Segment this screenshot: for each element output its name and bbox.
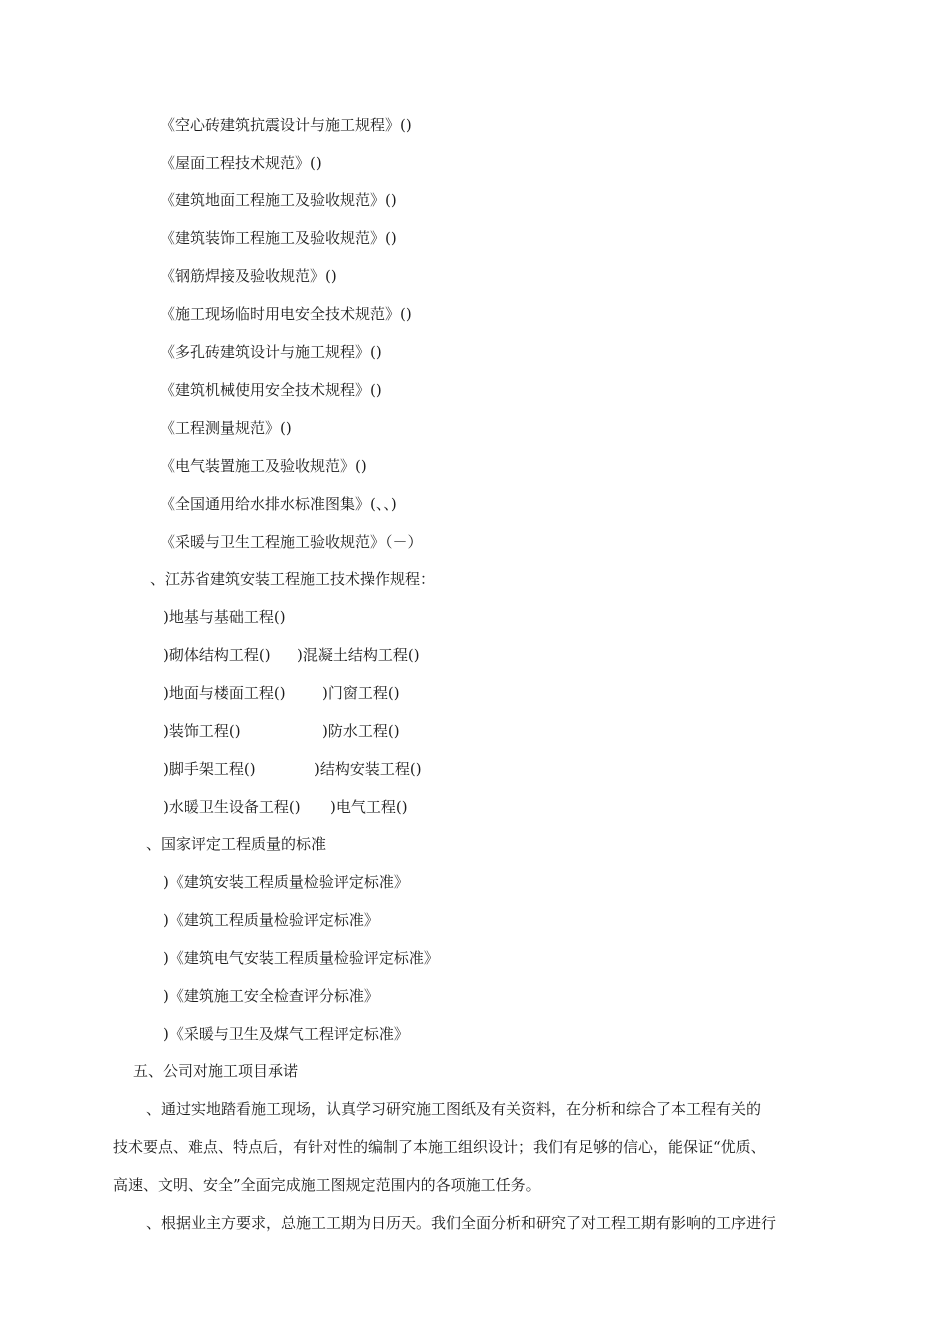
standard-item: 《建筑装饰工程施工及验收规范》() bbox=[160, 229, 397, 247]
procedure-item: )地基与基础工程() bbox=[163, 608, 286, 626]
procedure-item: )门窗工程() bbox=[322, 684, 400, 702]
standard-item: 《工程测量规范》() bbox=[160, 419, 292, 437]
section-five-heading: 五、公司对施工项目承诺 bbox=[133, 1062, 299, 1080]
standard-item: 《电气装置施工及验收规范》() bbox=[160, 457, 367, 475]
standard-item: 《多孔砖建筑设计与施工规程》() bbox=[160, 343, 382, 361]
standard-item: 《空心砖建筑抗震设计与施工规程》() bbox=[160, 116, 412, 134]
national-standard-item: )《建筑施工安全检查评分标准》 bbox=[163, 987, 379, 1005]
paragraph-two-line: 、根据业主方要求，总施工工期为日历天。我们全面分析和研究了对工程工期有影响的工序进行 bbox=[146, 1214, 777, 1232]
procedure-item: )装饰工程() bbox=[163, 722, 241, 740]
national-standard-item: )《建筑工程质量检验评定标准》 bbox=[163, 911, 379, 929]
procedure-item: )结构安装工程() bbox=[314, 760, 422, 778]
standard-item: 《全国通用给水排水标准图集》(、、) bbox=[160, 495, 397, 513]
procedure-item: )砌体结构工程() bbox=[163, 646, 271, 664]
procedure-item: )电气工程() bbox=[330, 798, 408, 816]
standard-item: 《钢筋焊接及验收规范》() bbox=[160, 267, 337, 285]
procedure-item: )脚手架工程() bbox=[163, 760, 256, 778]
standard-item: 《建筑机械使用安全技术规程》() bbox=[160, 381, 382, 399]
procedure-item: )混凝土结构工程() bbox=[297, 646, 420, 664]
procedure-item: )防水工程() bbox=[322, 722, 400, 740]
section-heading-jiangsu: 、江苏省建筑安装工程施工技术操作规程： bbox=[150, 570, 436, 588]
paragraph-one-line: 技术要点、难点、特点后，有针对性的编制了本施工组织设计；我们有足够的信心，能保证“优质、 bbox=[113, 1138, 766, 1156]
paragraph-one-line: 高速、文明、安全”全面完成施工图规定范围内的各项施工任务。 bbox=[113, 1176, 541, 1194]
national-standard-item: )《采暖与卫生及煤气工程评定标准》 bbox=[163, 1025, 409, 1043]
procedure-item: )地面与楼面工程() bbox=[163, 684, 286, 702]
standard-item: 《屋面工程技术规范》() bbox=[160, 154, 322, 172]
standard-item: 《施工现场临时用电安全技术规范》() bbox=[160, 305, 412, 323]
section-heading-national: 、国家评定工程质量的标准 bbox=[146, 835, 327, 853]
standard-item: 《建筑地面工程施工及验收规范》() bbox=[160, 191, 397, 209]
national-standard-item: )《建筑安装工程质量检验评定标准》 bbox=[163, 873, 409, 891]
paragraph-one-line: 、通过实地踏看施工现场，认真学习研究施工图纸及有关资料，在分析和综合了本工程有关的 bbox=[146, 1100, 762, 1118]
national-standard-item: )《建筑电气安装工程质量检验评定标准》 bbox=[163, 949, 439, 967]
standard-item: 《采暖与卫生工程施工验收规范》（－） bbox=[160, 533, 423, 551]
procedure-item: )水暖卫生设备工程() bbox=[163, 798, 301, 816]
